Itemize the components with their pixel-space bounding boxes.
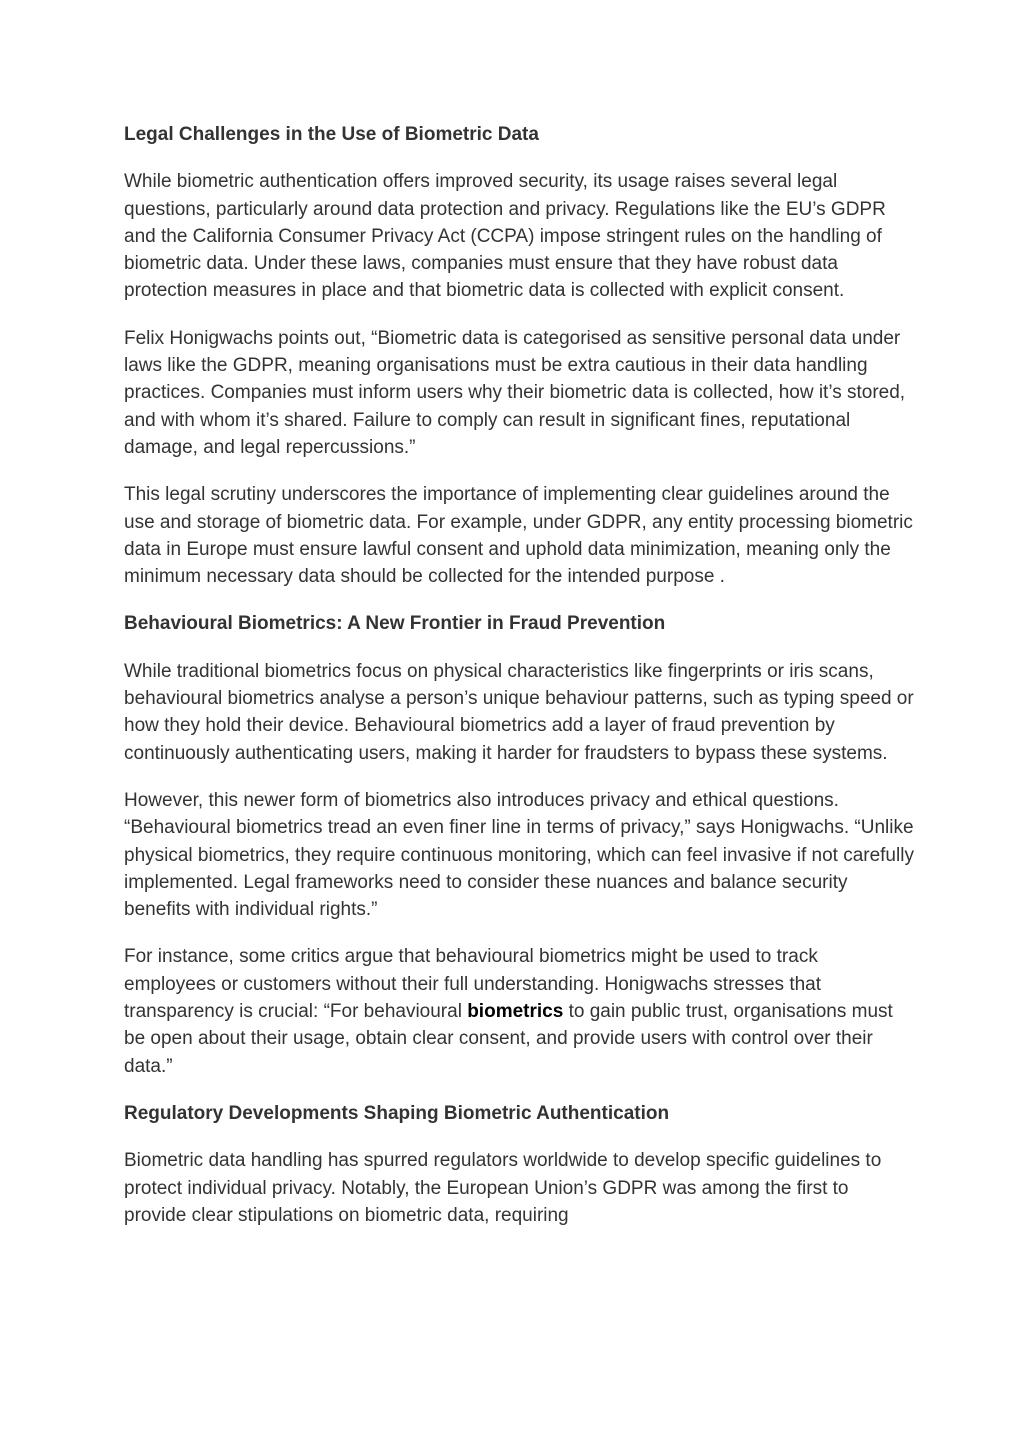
paragraph-behavioural-intro: While traditional biometrics focus on physical characteristics like fingerprints or iris scans, behavioural biometrics analyse a person’s unique behaviour patterns, such as typing speed or how they hold their device. Behavioural biometrics add a layer of fraud prevention by continuously authenticating users, making it harder for fraudsters to bypass these systems. (124, 660, 914, 764)
paragraph-transparency (124, 943, 914, 1079)
paragraph-legal-intro: While biometric authentication offers improved security, its usage raises several legal questions, particularly around data protection and privacy. Regulations like the EU’s GDPR and the California Consumer Privacy Act (CCPA) impose stringent rules on the handling of biometric data. Under these laws, companies must ensure that they have robust data protection measures in place and that biometric data is collected with explicit consent. (124, 171, 886, 302)
document-page (124, 121, 914, 1249)
paragraph-honigwachs-quote: Felix Honigwachs points out, “Biometric data is categorised as sensitive personal data under laws like the GDPR, meaning organisations must be extra cautious in their data handling practices. Companies must inform users why their biometric data is collected, how it’s stored, and with whom it’s shared. Failure to comply can result in significant fines, reputational damage, and legal repercussions.” (124, 327, 906, 458)
paragraph-legal-scrutiny: This legal scrutiny underscores the importance of implementing clear guidelines around the use and storage of biometric data. For example, under GDPR, any entity processing biometric data in Europe must ensure lawful consent and uphold data minimization, meaning only the minimum necessary data should be collected for the intended purpose . (124, 484, 913, 588)
biometrics-link[interactable]: biometrics (467, 1001, 564, 1023)
section-heading-regulatory-developments: Regulatory Developments Shaping Biometric Authentication (124, 1102, 670, 1124)
paragraph-regulatory-intro: Biometric data handling has spurred regulators worldwide to develop specific guidelines to protect individual privacy. Notably, the European Union’s GDPR was among the first to provide clear stipulations on biometric data, requiring (124, 1150, 882, 1226)
section-heading-behavioural-biometrics: Behavioural Biometrics: A New Frontier in Fraud Prevention (124, 613, 666, 635)
paragraph-privacy-ethics: However, this newer form of biometrics also introduces privacy and ethical questions. “Behavioural biometrics tread an even finer line in terms of privacy,” says Honigwachs. “Unlike physical biometrics, they require continuous monitoring, which can feel invasive if not carefully implemented. Legal frameworks need to consider these nuances and balance security benefits with individual rights.” (124, 789, 914, 921)
paragraph-transparency-text-start: For instance, some critics argue that behavioural biometrics might be used to track employees or customers without their full understanding. Honigwachs stresses that transparency is crucial: “For behavioural (124, 946, 822, 1023)
section-heading-legal-challenges: Legal Challenges in the Use of Biometric Data (124, 124, 539, 145)
paragraph-transparency-text-end: to gain public trust, organisations must be open about their usage, obtain clear consent, and provide users with control over their data.” (124, 1001, 893, 1077)
